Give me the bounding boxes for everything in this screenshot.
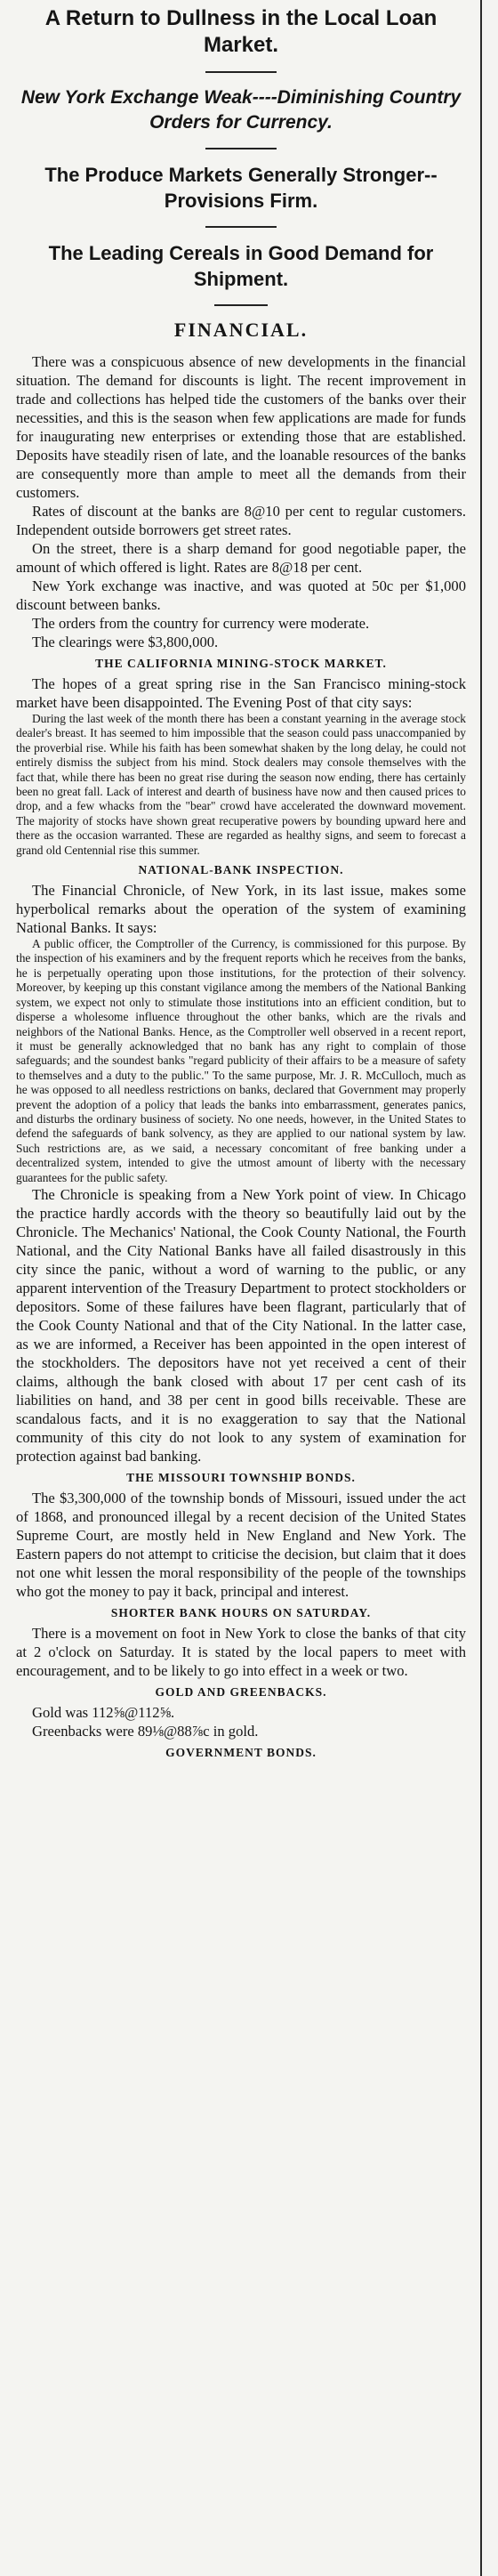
headline-deck-2: New York Exchange Weak----Diminishing Country Orders for Currency. [20, 87, 462, 133]
mining-intro: The hopes of a great spring rise in the San Francisco mining-stock market have been disappointed. The Evening Post of that city says: [16, 675, 466, 711]
headline-deck-4: The Leading Cereals in Good Demand for Shipment. [48, 242, 434, 290]
headline-deck-1: A Return to Dullness in the Local Loan Market. [44, 6, 438, 57]
gold-line: Gold was 112⅝@112⅝. [32, 1703, 175, 1721]
financial-paragraph-2: Rates of discount at the banks are 8@10 per cent to regular customers. Independent outside borrowers get street rates. [16, 503, 466, 538]
financial-paragraph-3: On the street, there is a sharp demand for good negotiable paper, the amount of which offered is light. Rates are 8@18 per cent. [16, 540, 466, 576]
divider [205, 226, 277, 228]
greenbacks-line: Greenbacks were 89⅛@88⅞c in gold. [32, 1722, 259, 1740]
subhead-shorter-bank-hours: SHORTER BANK HOURS ON SATURDAY. [110, 1605, 372, 1619]
financial-paragraph-6: The clearings were $3,800,000. [32, 634, 219, 650]
national-bank-intro: The Financial Chronicle, of New York, in its last issue, makes some hyperbolical remarks about the operation of the system of examining National Banks. It says: [16, 882, 466, 937]
section-title-financial: FINANCIAL. [173, 319, 309, 341]
subhead-government-bonds: GOVERNMENT BONDS. [165, 1745, 317, 1759]
divider [205, 71, 277, 73]
divider [205, 148, 277, 149]
shorter-hours-paragraph: There is a movement on foot in New York to close the banks of that city at 2 o'clock on Saturday. It is stated by the local papers to meet with encouragement, and to be likely to go into effect in a week or two. [16, 1624, 466, 1679]
subhead-mining-stock-market: THE CALIFORNIA MINING-STOCK MARKET. [95, 657, 387, 670]
subhead-national-bank-inspection: NATIONAL-BANK INSPECTION. [138, 863, 344, 877]
financial-paragraph-5: The orders from the country for currency were moderate. [32, 615, 370, 632]
column-rule [480, 0, 482, 2576]
financial-paragraph-4: New York exchange was inactive, and was quoted at 50c per $1,000 discount between banks. [16, 577, 466, 613]
headline-deck-3: The Produce Markets Generally Stronger--Provisions Firm. [44, 164, 438, 212]
missouri-paragraph: The $3,300,000 of the township bonds of Missouri, issued under the act of 1868, and pronounced illegal by a recent decision of the United States Supreme Court, are mostly held in New England and New York. The Eastern papers do not attempt to criticise the decision, but claim that it does not one whit lessen the moral responsibility of the people of the townships who got the money to pay it back, principal and interest. [16, 1489, 466, 1600]
national-bank-comment: The Chronicle is speaking from a New York point of view. In Chicago the practice hardly accords with the theory so beautifully laid out by the Chronicle. The Mechanics' National, the Cook County National, the Fourth National, and the City National Banks have all failed disastrously in this city since the panic, without a word of warning to the public, or any apparent intervention of the Treasury Department to protect stockholders or depositors. Some of these failures have been flagrant, particularly that of the Cook County National and that of the City National. In the latter case, as we are informed, a Receiver has been appointed in the open interest of the stockholders. The depositors have not yet received a cent of their claims, although the bank closed with about 17 per cent cash of its liabilities on hand, and 38 per cent in good bills receivable. These are scandalous facts, and it is no exaggeration to say that the National community of this city do not look to any system of examination for protection against bad banking. [16, 1185, 466, 1465]
divider [214, 304, 268, 306]
subhead-missouri-township-bonds: THE MISSOURI TOWNSHIP BONDS. [126, 1470, 356, 1484]
financial-paragraph-1: There was a conspicuous absence of new developments in the financial situation. The demand for discounts is light. The recent improvement in trade and collections has helped tide the customers of the banks over their necessities, and this is the season when few applications are made for funds for inaugurating new enterprises or extending those that are established. Deposits have steadily risen of late, and the loanable resources of the banks are consequently more than ample to meet all the demands from their customers. [16, 353, 466, 501]
mining-quote: During the last week of the month there has been a constant yearning in the average stock dealer's breast. It has seemed to him impossible that the season could pass unaccompanied by the proverbial rise. While his faith has been somewhat shaken by the long delay, he could not entirely dismiss the subject from his mind. Stock dealers may console themselves with the fact that, while there has been no great rise during the season now ending, there has certainly been no great fall. Lack of interest and dearth of business have now and then caused prices to drop, and a few whacks from the "bear" crowd have accelerated the downward movement. The majority of stocks have shown great recuperative powers by bounding upward here and there as the occasion warranted. These are regarded as healthy signs, and seem to forecast a grand old Centennial rise this summer. [16, 712, 466, 857]
national-bank-quote: A public officer, the Comptroller of the Currency, is commissioned for this purpose. By the inspection of his examiners and by the frequent reports which he receives from the banks, he is perpetually operating upon those institutions, for the protection of their solvency. Moreover, by keeping up this constant vigilance among the members of the National Banking system, we expect not only to stimulate those institutions into an efficient condition, but to disperse a wholesome influence throughout the other banks, which are the rivals and neighbors of the National Banks. Hence, as the Comptroller well observed in a recent report, it must be generally acknowledged that no bank has any right to complain of those safeguards; and the soundest banks "regard publicity of their affairs to be a measure of safety to themselves and a duty to the public." To the same purpose, Mr. J. R. McCulloch, much as he was opposed to all needless restrictions on banks, declared that Government may properly prevent the adoption of a policy that leads the banks into embarrassment, generates panics, and disturbs the ordinary business of society. No one needs, however, in the United States to defend the safeguards of bank solvency, as they are applied to our national system by law. Such restrictions are, as we said, a necessary concomitant of free banking under a decentralized system, intended to give the utmost amount of liberty with the necessary guarantees for the public safety. [16, 937, 466, 1184]
subhead-gold-and-greenbacks: GOLD AND GREENBACKS. [155, 1684, 327, 1699]
